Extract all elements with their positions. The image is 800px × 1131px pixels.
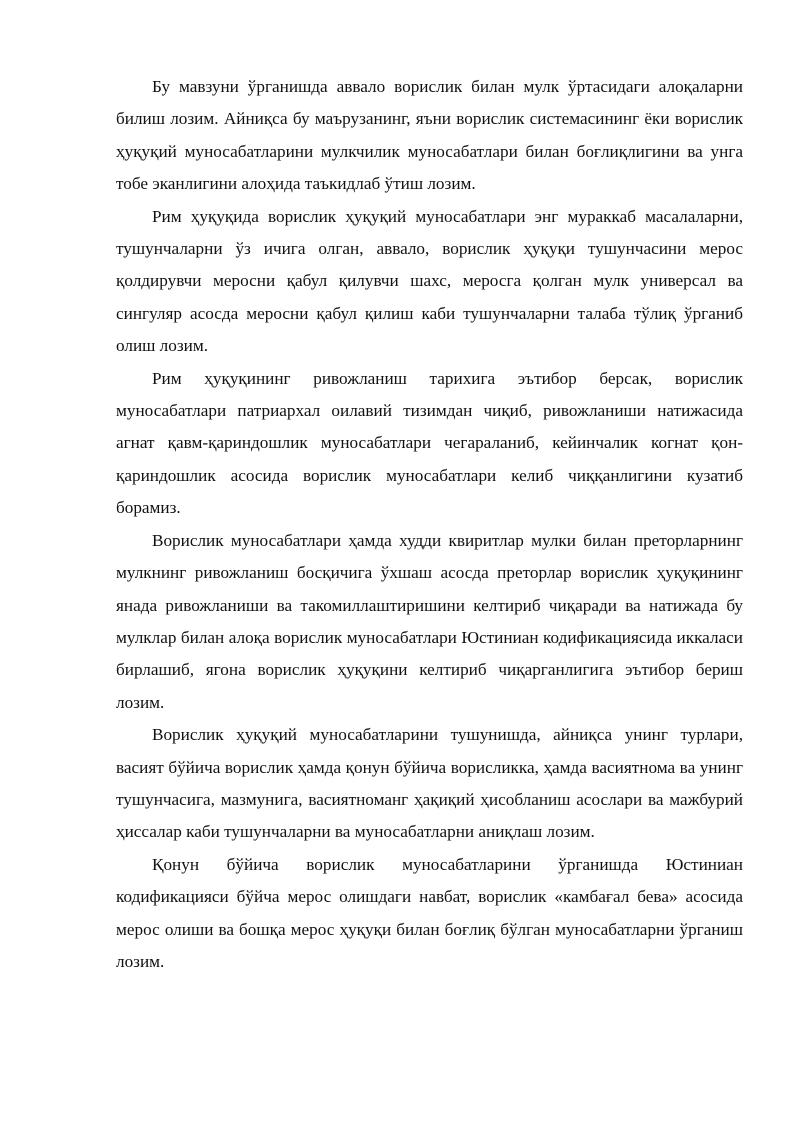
paragraph-1: Бу мавзуни ўрганишда аввало ворислик билан мулк ўртасидаги алоқаларни билиш лозим. Айниқса бу маърузанинг, яъни ворислик системасининг ёки ворислик ҳуқуқий муносабатларини мулкчилик муносабатлари билан боғлиқлигини ва унга тобе эканлигини алоҳида таъкидлаб ўтиш лозим. (116, 77, 743, 194)
paragraph-2: Рим ҳуқуқида ворислик ҳуқуқий муносабатлари энг мураккаб масалаларни, тушунчаларни ўз ичига олган, аввало, ворислик ҳуқуқи тушунчасини мерос қолдирувчи меросни қабул қилувчи шахс, меросга қолган мулк универсал ва сингуляр асосда меросни қабул қилиш каби тушунчаларни талаба тўлиқ ўрганиб олиш лозим. (116, 206, 743, 356)
paragraph-4: Ворислик муносабатлари ҳамда худди квиритлар мулки билан преторларнинг мулкнинг ривожланиш босқичига ўхшаш асосда преторлар ворислик ҳуқуқининг янада ривожланиши ва такомиллаштиришини келтириб чиқаради ва натижада бу мулклар билан алоқа ворислик муносабатлари Юстиниан кодификациясида иккаласи бирлашиб, ягона ворислик ҳуқуқини келтириб чиқарганлигига эътибор бериш лозим. (116, 530, 743, 712)
paragraph-6: Қонун бўйича ворислик муносабатларини ўрганишда Юстиниан кодификацияси бўйча мерос олишдаги навбат, ворислик «камбағал бева» асосида мерос олиши ва бошқа мерос ҳуқуқи билан боғлиқ бўлган муносабатларни ўрганиш лозим. (116, 854, 743, 971)
paragraph-3: Рим ҳуқуқининг ривожланиш тарихига эътибор берсак, ворислик муносабатлари патриархал оилавий тизимдан чиқиб, ривожланиши натижасида агнат қавм-қариндошлик муносабатлари чегараланиб, кейинчалик когнат қон-қариндошлик асосида ворислик муносабатлари келиб чиққанлигини кузатиб борамиз. (116, 368, 743, 518)
document-body (116, 71, 743, 978)
paragraph-5: Ворислик ҳуқуқий муносабатларини тушунишда, айниқса унинг турлари, васият бўйича ворислик ҳамда қонун бўйича ворисликка, ҳамда васиятнома ва унинг тушунчасига, мазмунига, васиятноманг ҳақиқий ҳисобланиш асослари ва мажбурий ҳиссалар каби тушунчаларни ва муносабатларни аниқлаш лозим. (116, 725, 743, 842)
